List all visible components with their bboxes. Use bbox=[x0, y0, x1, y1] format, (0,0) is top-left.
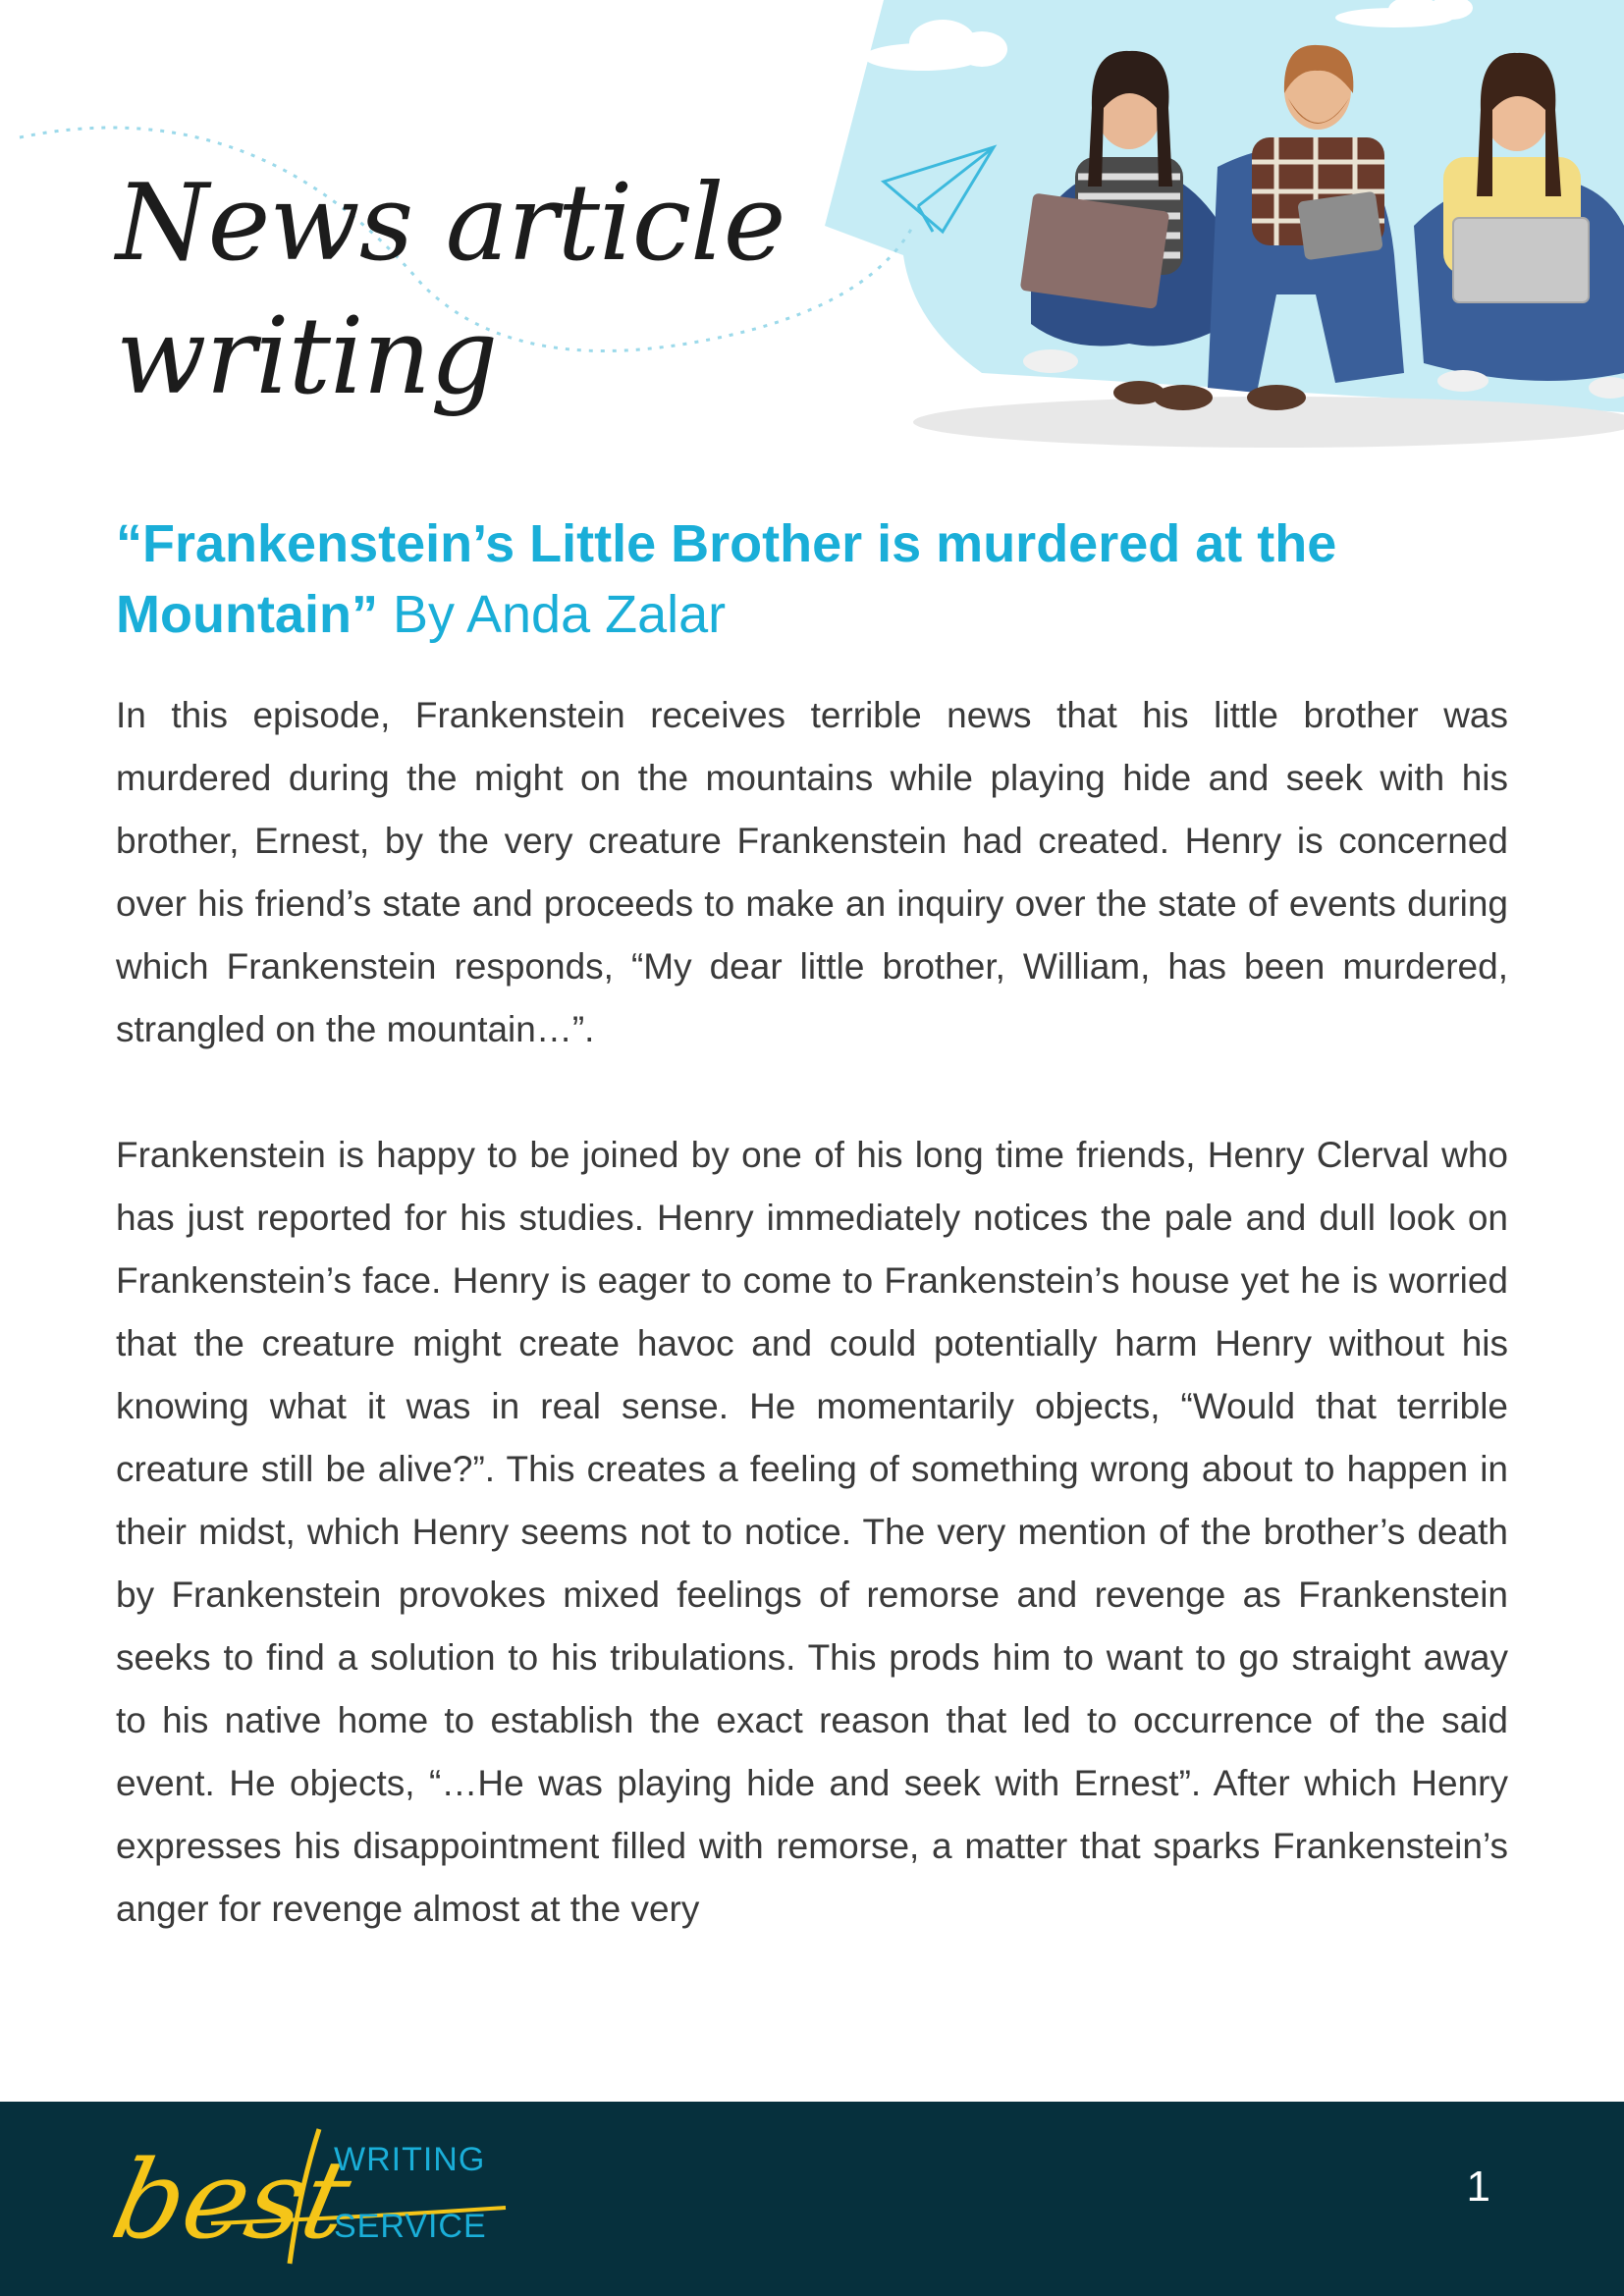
logo-writing-text: WRITING bbox=[334, 2141, 486, 2178]
page-number: 1 bbox=[1466, 2163, 1490, 2211]
article-paragraph-1: In this episode, Frankenstein receives terrible news that his little brother was murdered during the might on the mountains while playing hide and seek with his brother, Ernest, by the very creature Frankenstein had created. Henry is concerned over his friend’s state and proceeds to make an inquiry over the state of events during which Frankenstein responds, “My dear little brother, William, has been murdered, strangled on the mountain…”. bbox=[116, 695, 1508, 1049]
article-paragraph-2: Frankenstein is happy to be joined by one of his long time friends, Henry Clerval who has just reported for his studies. Henry immediately notices the pale and dull look on Frankenstein’s face. Henry is eager to come to Frankenstein’s house yet he is worried that the creature might create havoc and could potentially harm Henry without his knowing what it was in real sense. He momentarily objects, “Would that terrible creature still be alive?”. This creates a feeling of something wrong about to happen in their midst, which Henry seems not to notice. The very mention of the brother’s death by Frankenstein provokes mixed feelings of remorse and revenge as Frankenstein seeks to find a solution to his tribulations. This prods him to want to go straight away to his native home to establish the exact reason that led to occurrence of the said event. He objects, “…He was playing hide and seek with Ernest”. After which Henry expresses his disappointment filled with remorse, a matter that sparks Frankenstein’s anger for revenge almost at the very bbox=[116, 1135, 1508, 1929]
headline-title: “Frankenstein’s Little Brother is murdered at the Mountain” bbox=[116, 514, 1337, 644]
page-footer bbox=[0, 2102, 1624, 2296]
article-body bbox=[116, 684, 1508, 2003]
logo-script-text: best bbox=[102, 2138, 361, 2264]
page-title: News article writing bbox=[116, 162, 785, 418]
article-headline bbox=[116, 508, 1510, 650]
logo-service-text: SERVICE bbox=[334, 2208, 487, 2245]
headline-author: By Anda Zalar bbox=[392, 585, 727, 644]
